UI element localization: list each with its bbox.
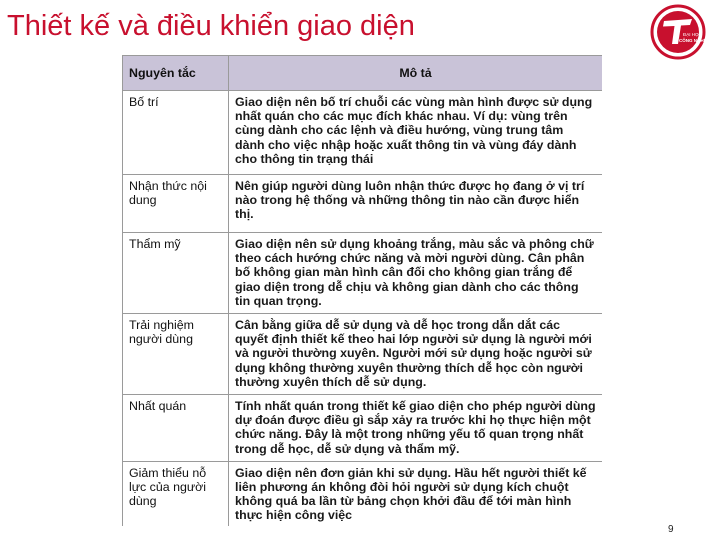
logo-line1: ĐẠI HỌC	[683, 32, 702, 37]
table-row	[123, 395, 603, 462]
description-cell: Cân bằng giữa dễ sử dụng và dễ học trong dẫn dắt các quyết định thiết kế theo hai lớp người sử dụng là người mới và người thường xuyên. Người mới sử dụng hoặc người sử dụng không thường xuyên thường thích dễ học còn người thường xuyên thích dễ sử dụng.	[229, 314, 603, 395]
page-number: 9	[668, 524, 674, 535]
principles-table-container	[122, 55, 602, 526]
principle-cell: Giảm thiểu nỗ lực của người dùng	[123, 461, 229, 526]
description-cell: Giao diện nên bố trí chuỗi các vùng màn hình được sử dụng nhất quán cho các mục đích khác nhau. Ví dụ: vùng trên cùng dành cho các lệnh và điều hướng, vùng trung tâm dành cho việc nhập hoặc xuất thông tin và vùng đáy dành cho thông tin trạng thái	[229, 91, 603, 175]
table-row	[123, 314, 603, 395]
description-cell: Giao diện nên đơn giản khi sử dụng. Hầu hết người thiết kế liên phương án không đòi hỏi người sử dụng kích chuột không quá ba lần từ bảng chọn khởi đầu để tới màn hình thực hiện công việc	[229, 461, 603, 526]
table-row	[123, 233, 603, 314]
header-description: Mô tả	[229, 56, 603, 91]
table-header-row	[123, 56, 603, 91]
table-row	[123, 91, 603, 175]
principle-cell: Nhất quán	[123, 395, 229, 462]
principles-table	[122, 55, 602, 526]
principle-cell: Thẩm mỹ	[123, 233, 229, 314]
table-row	[123, 461, 603, 526]
principle-cell: Nhận thức nội dung	[123, 175, 229, 233]
slide-title: Thiết kế và điều khiển giao diện	[7, 10, 415, 42]
table-row	[123, 175, 603, 233]
principle-cell: Bố trí	[123, 91, 229, 175]
principle-cell: Trải nghiệm người dùng	[123, 314, 229, 395]
header-principle: Nguyên tắc	[123, 56, 229, 91]
description-cell: Giao diện nên sử dụng khoảng trắng, màu sắc và phông chữ theo cách hướng chức năng và mời người dùng. Cân phân bố không gian màn hình cân đối cho không gian trắng để giao diện trong dễ chịu và không gian dành cho các thông tin quan trọng.	[229, 233, 603, 314]
description-cell: Nên giúp người dùng luôn nhận thức được họ đang ở vị trí nào trong hệ thống và những thông tin nào cần được hiển thị.	[229, 175, 603, 233]
university-logo-icon	[650, 4, 706, 60]
logo-line2: CÔNG NGHỆ	[679, 38, 706, 43]
description-cell: Tính nhất quán trong thiết kế giao diện cho phép người dùng dự đoán được điều gì sắp xảy ra trước khi họ thực hiện một chức năng. Đây là một trong những yếu tố quan trọng nhất trong dễ học, dễ sử dụng và thẩm mỹ.	[229, 395, 603, 462]
